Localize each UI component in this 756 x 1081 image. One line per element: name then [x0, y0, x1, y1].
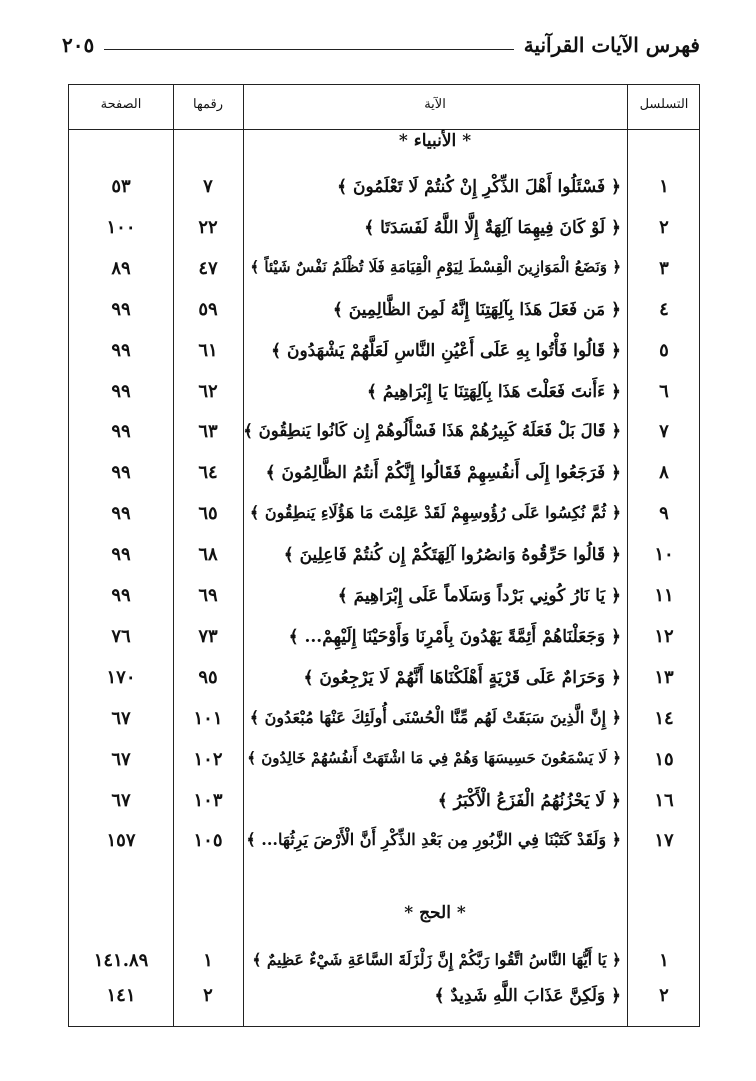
- verse-cell: ﴿ لَا يَحْزُنُهُمُ الْفَزَعُ الْأَكْبَرُ ﴾: [437, 790, 621, 811]
- verse-cell: ﴿ قَالَ بَلْ فَعَلَهُ كَبِيرُهُمْ هَذَا فَسْأَلُوهُمْ إِن كَانُوا يَنطِقُونَ ﴾: [243, 421, 621, 441]
- table-row: [69, 454, 699, 494]
- verse-number-cell: ١٠١: [193, 707, 223, 729]
- verse-number-cell: ٦٤: [198, 462, 218, 484]
- verse-cell: ﴿ ثُمَّ نُكِسُوا عَلَى رُؤُوسِهِمْ لَقَدْ عَلِمْتَ مَا هَؤُلَاءِ يَنطِقُونَ ﴾: [249, 503, 621, 523]
- serial-cell: ٢: [659, 985, 669, 1006]
- page-cell: ١٤١.٨٩: [93, 950, 149, 971]
- verse-cell: ﴿ وَحَرَامٌ عَلَى قَرْيَةٍ أَهْلَكْنَاهَا أَنَّهُمْ لَا يَرْجِعُونَ ﴾: [303, 667, 621, 688]
- verse-number-cell: ٦٣: [198, 421, 218, 443]
- table-row: [69, 700, 699, 740]
- page-cell: ٦٧: [111, 707, 131, 729]
- verse-number-cell: ٦٥: [198, 503, 218, 525]
- verse-number-cell: ١٠٥: [193, 830, 223, 852]
- page-cell: ٩٩: [111, 462, 131, 484]
- verse-number-cell: ٧٣: [198, 625, 218, 647]
- verse-cell: ﴿ وَنَضَعُ الْمَوَازِينَ الْقِسْطَ لِيَوْمِ الْقِيَامَةِ فَلَا تُظْلَمُ نَفْسٌ شَيْئاً ﴾: [250, 257, 621, 276]
- verse-cell: ﴿ فَسْئَلُوا أَهْلَ الذِّكْرِ إِنْ كُنتُمْ لَا تَعْلَمُونَ ﴾: [337, 177, 621, 197]
- verse-number-cell: ٧: [203, 176, 213, 197]
- page-cell: ١٧٠: [106, 666, 136, 688]
- verse-number-cell: ٢٢: [198, 216, 218, 238]
- page-cell: ٩٩: [111, 544, 131, 566]
- column-header-serial: التسلسل: [639, 97, 689, 112]
- serial-cell: ٢: [659, 216, 669, 238]
- table-row: [69, 332, 699, 372]
- page-header: [62, 28, 700, 62]
- serial-cell: ١٤: [654, 707, 674, 729]
- page-cell: ٩٩: [111, 503, 131, 525]
- table-row: [69, 209, 699, 249]
- serial-cell: ٨: [659, 462, 669, 484]
- serial-cell: ١: [659, 950, 669, 971]
- verse-cell: ﴿ قَالُوا فَأْتُوا بِهِ عَلَى أَعْيُنِ النَّاسِ لَعَلَّهُمْ يَشْهَدُونَ ﴾: [271, 340, 621, 361]
- verse-cell: ﴿ وَلَكِنَّ عَذَابَ اللَّهِ شَدِيدٌ ﴾: [434, 986, 621, 1006]
- serial-cell: ١٦: [654, 789, 674, 811]
- serial-cell: ٧: [659, 421, 669, 443]
- table-row: [69, 741, 699, 781]
- table-row: [69, 942, 699, 982]
- page-cell: ٩٩: [111, 339, 131, 361]
- table-row: [69, 659, 699, 699]
- serial-cell: ١٠: [654, 544, 674, 566]
- verse-cell: ﴿ يَا أَيُّهَا النَّاسُ اتَّقُوا رَبَّكُمْ إِنَّ زَلْزَلَةَ السَّاعَةِ شَيْءٌ عَظِيمٌ ﴾: [252, 950, 621, 969]
- table-row: [69, 291, 699, 331]
- table-row: [69, 495, 699, 535]
- verse-number-cell: ٦٩: [198, 585, 218, 606]
- page-cell: ١٤١: [106, 985, 136, 1006]
- verse-cell: ﴿ وَجَعَلْنَاهُمْ أَئِمَّةً يَهْدُونَ بِأَمْرِنَا وَأَوْحَيْنَا إِلَيْهِمْ... ﴾: [288, 626, 621, 647]
- table-row: [69, 373, 699, 413]
- serial-cell: ١: [659, 176, 669, 197]
- page-cell: ٩٩: [111, 585, 131, 606]
- column-header-page: الصفحة: [100, 97, 142, 112]
- table-row: [69, 577, 699, 617]
- verse-number-cell: ٦٢: [198, 380, 218, 402]
- page-number: ٢٠٥: [62, 33, 95, 57]
- serial-cell: ٤: [659, 298, 669, 320]
- table-row: [69, 536, 699, 576]
- column-header-verse: الآية: [424, 97, 446, 112]
- serial-cell: ١٢: [654, 625, 674, 647]
- verse-cell: ﴿ مَن فَعَلَ هَذَا بِآلِهَتِنَا إِنَّهُ لَمِنَ الظَّالِمِينَ ﴾: [332, 299, 621, 320]
- page-cell: ٩٩: [111, 298, 131, 320]
- serial-cell: ٦: [659, 380, 669, 402]
- verse-cell: ﴿ ءَأَنتَ فَعَلْتَ هَذَا بِآلِهَتِنَا يَا إِبْرَاهِيمُ ﴾: [367, 381, 621, 402]
- verse-number-cell: ٥٩: [198, 298, 218, 320]
- serial-cell: ١١: [654, 585, 674, 606]
- page-cell: ١٠٠: [106, 216, 136, 238]
- page-cell: ٧٦: [111, 625, 131, 647]
- table-row: [69, 618, 699, 658]
- header-rule: [104, 49, 513, 50]
- verse-number-cell: ١: [203, 950, 213, 971]
- verse-number-cell: ١٠٣: [193, 789, 223, 811]
- table-row: [69, 413, 699, 453]
- verse-number-cell: ٦٨: [198, 544, 218, 566]
- serial-cell: ٩: [659, 503, 669, 525]
- page-cell: ٦٧: [111, 748, 131, 770]
- verse-number-cell: ٩٥: [198, 666, 218, 688]
- table-row: [69, 782, 699, 822]
- table-row: [69, 168, 699, 208]
- table-row: [69, 250, 699, 290]
- verse-index-table: [68, 84, 700, 1027]
- serial-cell: ١٣: [654, 666, 674, 688]
- table-header-row: [69, 85, 699, 130]
- page-cell: ٩٩: [111, 380, 131, 402]
- serial-cell: ٥: [659, 339, 669, 361]
- page-cell: ٦٧: [111, 789, 131, 811]
- page-cell: ١٥٧: [106, 830, 136, 852]
- section-title: * الحج *: [404, 903, 466, 923]
- verse-cell: ﴿ وَلَقَدْ كَتَبْنَا فِي الزَّبُورِ مِن بَعْدِ الذِّكْرِ أَنَّ الْأَرْضَ يَرِثُهَا... ﴾: [246, 830, 621, 850]
- table-row: [69, 977, 699, 1017]
- verse-cell: ﴿ يَا نَارُ كُونِي بَرْداً وَسَلَاماً عَلَى إِبْرَاهِيمَ ﴾: [337, 586, 621, 606]
- verse-cell: ﴿ فَرَجَعُوا إِلَى أَنفُسِهِمْ فَقَالُوا إِنَّكُمْ أَنتُمُ الظَّالِمُونَ ﴾: [265, 463, 621, 484]
- verse-cell: ﴿ لَا يَسْمَعُونَ حَسِيسَهَا وَهُمْ فِي مَا اشْتَهَتْ أَنفُسُهُمْ خَالِدُونَ ﴾: [247, 748, 621, 767]
- header-title: فهرس الآيات القرآنية: [523, 33, 700, 57]
- page-cell: ٨٩: [111, 257, 131, 279]
- column-header-number: رقمها: [193, 97, 223, 112]
- serial-cell: ١٥: [654, 748, 674, 770]
- page-cell: ٥٣: [111, 176, 131, 197]
- serial-cell: ٣: [659, 257, 669, 279]
- table-row: [69, 822, 699, 862]
- verse-cell: ﴿ قَالُوا حَرِّقُوهُ وَانصُرُوا آلِهَتَكُمْ إِن كُنتُمْ فَاعِلِينَ ﴾: [283, 545, 621, 566]
- verse-cell: ﴿ لَوْ كَانَ فِيهِمَا آلِهَةٌ إِلَّا اللَّهُ لَفَسَدَتَا ﴾: [364, 217, 621, 238]
- verse-number-cell: ٤٧: [198, 257, 218, 279]
- verse-number-cell: ١٠٢: [193, 748, 223, 770]
- page-cell: ٩٩: [111, 421, 131, 443]
- verse-number-cell: ٢: [203, 985, 213, 1006]
- verse-number-cell: ٦١: [198, 339, 218, 361]
- verse-cell: ﴿ إِنَّ الَّذِينَ سَبَقَتْ لَهُم مِّنَّا الْحُسْنَى أُولَئِكَ عَنْهَا مُبْعَدُونَ ﴾: [249, 707, 621, 727]
- section-title: * الأنبياء *: [398, 131, 472, 151]
- serial-cell: ١٧: [654, 830, 674, 852]
